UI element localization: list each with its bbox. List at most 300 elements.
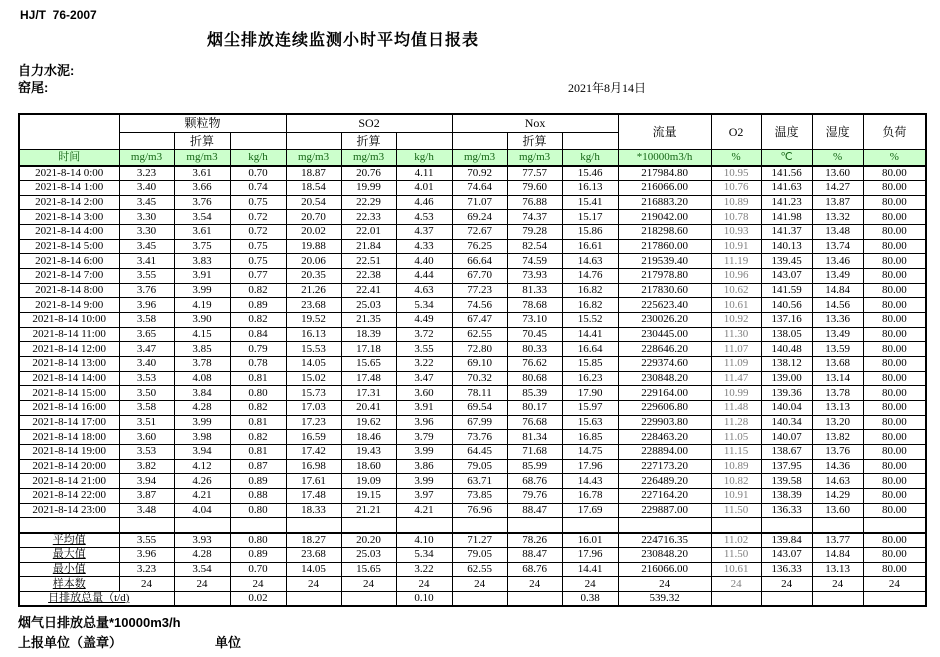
table-row (19, 298, 926, 313)
value-cell: 3.61 (174, 225, 230, 240)
value-cell: 18.54 (286, 181, 341, 196)
value-cell: 80.00 (863, 371, 926, 386)
unit-cell: mg/m3 (119, 149, 174, 166)
value-cell: 4.33 (396, 239, 452, 254)
flue-gas-total-label: 烟气日排放总量*10000m3/h (18, 615, 181, 630)
value-cell: 74.64 (452, 181, 507, 196)
sub-header-conversion: 折算 (507, 132, 562, 149)
value-cell: 22.41 (341, 283, 396, 298)
value-cell: 228463.20 (618, 430, 711, 445)
value-cell: 76.96 (452, 503, 507, 518)
value-cell: 81.33 (507, 283, 562, 298)
empty-cell (396, 518, 452, 533)
empty-cell (230, 518, 286, 533)
value-cell: 80.00 (863, 357, 926, 372)
value-cell: 16.85 (562, 430, 618, 445)
summary-value-cell: 24 (711, 577, 761, 592)
value-cell: 137.16 (761, 313, 812, 328)
value-cell: 17.48 (286, 488, 341, 503)
value-cell: 15.02 (286, 371, 341, 386)
value-cell: 80.33 (507, 342, 562, 357)
value-cell: 80.00 (863, 488, 926, 503)
sub-header (562, 132, 618, 149)
value-cell: 15.97 (562, 401, 618, 416)
value-cell: 67.99 (452, 415, 507, 430)
value-cell: 17.18 (341, 342, 396, 357)
data-rows (19, 166, 926, 606)
value-cell: 13.76 (812, 444, 863, 459)
value-cell: 21.26 (286, 283, 341, 298)
value-cell: 88.47 (507, 503, 562, 518)
value-cell: 0.74 (230, 181, 286, 196)
value-cell: 21.84 (341, 239, 396, 254)
value-cell: 0.72 (230, 210, 286, 225)
empty-cell (119, 518, 174, 533)
value-cell: 20.70 (286, 210, 341, 225)
summary-value-cell: 4.28 (174, 547, 230, 562)
value-cell: 139.45 (761, 254, 812, 269)
value-cell: 13.74 (812, 239, 863, 254)
value-cell: 10.82 (711, 474, 761, 489)
value-cell: 0.89 (230, 298, 286, 313)
value-cell: 19.62 (341, 415, 396, 430)
time-cell: 2021-8-14 6:00 (19, 254, 119, 269)
value-cell: 138.67 (761, 444, 812, 459)
time-cell: 2021-8-14 22:00 (19, 488, 119, 503)
empty-cell (711, 518, 761, 533)
value-cell: 3.60 (396, 386, 452, 401)
value-cell: 19.15 (341, 488, 396, 503)
value-cell: 13.32 (812, 210, 863, 225)
value-cell: 16.59 (286, 430, 341, 445)
unit-cell: % (812, 149, 863, 166)
value-cell: 78.68 (507, 298, 562, 313)
value-cell: 3.48 (119, 503, 174, 518)
value-cell: 227164.20 (618, 488, 711, 503)
value-cell: 3.55 (396, 342, 452, 357)
summary-value-cell: 24 (761, 577, 812, 592)
value-cell: 18.39 (341, 327, 396, 342)
value-cell: 0.80 (230, 503, 286, 518)
value-cell: 19.43 (341, 444, 396, 459)
value-cell: 138.05 (761, 327, 812, 342)
value-cell: 0.75 (230, 195, 286, 210)
value-cell: 141.56 (761, 166, 812, 181)
value-cell: 16.78 (562, 488, 618, 503)
value-cell: 219042.00 (618, 210, 711, 225)
summary-value-cell: 216066.00 (618, 562, 711, 577)
value-cell: 17.42 (286, 444, 341, 459)
value-cell: 14.84 (812, 283, 863, 298)
value-cell: 85.99 (507, 459, 562, 474)
value-cell: 76.68 (507, 415, 562, 430)
value-cell: 0.81 (230, 444, 286, 459)
summary-value-cell: 0.80 (230, 533, 286, 548)
table-row (19, 166, 926, 181)
value-cell: 0.81 (230, 371, 286, 386)
time-cell: 2021-8-14 12:00 (19, 342, 119, 357)
value-cell: 17.23 (286, 415, 341, 430)
value-cell: 13.20 (812, 415, 863, 430)
summary-value-cell: 15.65 (341, 562, 396, 577)
value-cell: 20.76 (341, 166, 396, 181)
value-cell: 3.23 (119, 166, 174, 181)
value-cell: 22.38 (341, 269, 396, 284)
value-cell: 10.61 (711, 298, 761, 313)
time-cell: 2021-8-14 4:00 (19, 225, 119, 240)
value-cell: 73.93 (507, 269, 562, 284)
value-cell: 0.70 (230, 166, 286, 181)
value-cell: 80.00 (863, 459, 926, 474)
value-cell: 20.06 (286, 254, 341, 269)
value-cell: 17.96 (562, 459, 618, 474)
value-cell: 73.10 (507, 313, 562, 328)
value-cell: 217860.00 (618, 239, 711, 254)
value-cell: 17.69 (562, 503, 618, 518)
daily-total-cell: 0.10 (396, 592, 452, 607)
location-label: 窑尾: (18, 80, 49, 95)
value-cell: 3.84 (174, 386, 230, 401)
value-cell: 15.73 (286, 386, 341, 401)
value-cell: 0.82 (230, 283, 286, 298)
summary-value-cell: 80.00 (863, 533, 926, 548)
daily-total-cell (452, 592, 507, 607)
time-cell: 2021-8-14 3:00 (19, 210, 119, 225)
summary-label: 最大值 (19, 547, 119, 562)
value-cell: 0.78 (230, 357, 286, 372)
value-cell: 15.46 (562, 166, 618, 181)
table-row (19, 401, 926, 416)
value-cell: 11.28 (711, 415, 761, 430)
value-cell: 14.29 (812, 488, 863, 503)
daily-total-cell (174, 592, 230, 607)
unit-cell: mg/m3 (286, 149, 341, 166)
value-cell: 69.54 (452, 401, 507, 416)
value-cell: 10.78 (711, 210, 761, 225)
value-cell: 138.12 (761, 357, 812, 372)
value-cell: 3.55 (119, 269, 174, 284)
value-cell: 22.01 (341, 225, 396, 240)
value-cell: 79.28 (507, 225, 562, 240)
daily-total-label: 日排放总量（t/d) (19, 592, 174, 607)
value-cell: 16.13 (286, 327, 341, 342)
value-cell: 4.08 (174, 371, 230, 386)
value-cell: 219539.40 (618, 254, 711, 269)
summary-value-cell: 24 (507, 577, 562, 592)
unit-cell: mg/m3 (174, 149, 230, 166)
value-cell: 216883.20 (618, 195, 711, 210)
table-row (19, 503, 926, 518)
summary-value-cell: 23.68 (286, 547, 341, 562)
summary-value-cell: 3.23 (119, 562, 174, 577)
table-row (19, 488, 926, 503)
value-cell: 16.64 (562, 342, 618, 357)
value-cell: 16.82 (562, 298, 618, 313)
summary-value-cell: 17.96 (562, 547, 618, 562)
time-cell: 2021-8-14 21:00 (19, 474, 119, 489)
table-row (19, 459, 926, 474)
value-cell: 17.03 (286, 401, 341, 416)
value-cell: 85.39 (507, 386, 562, 401)
summary-value-cell: 24 (286, 577, 341, 592)
value-cell: 3.85 (174, 342, 230, 357)
value-cell: 63.71 (452, 474, 507, 489)
value-cell: 16.61 (562, 239, 618, 254)
summary-value-cell: 5.34 (396, 547, 452, 562)
empty-cell (507, 518, 562, 533)
value-cell: 217984.80 (618, 166, 711, 181)
value-cell: 80.00 (863, 444, 926, 459)
value-cell: 141.23 (761, 195, 812, 210)
summary-value-cell: 3.93 (174, 533, 230, 548)
value-cell: 13.46 (812, 254, 863, 269)
value-cell: 10.91 (711, 239, 761, 254)
daily-total-cell (863, 592, 926, 607)
empty-cell (341, 518, 396, 533)
sub-header-conversion: 折算 (174, 132, 230, 149)
value-cell: 4.21 (396, 503, 452, 518)
time-cell: 2021-8-14 16:00 (19, 401, 119, 416)
value-cell: 3.40 (119, 181, 174, 196)
empty-cell (452, 518, 507, 533)
daily-total-cell (812, 592, 863, 607)
value-cell: 229164.00 (618, 386, 711, 401)
value-cell: 80.00 (863, 298, 926, 313)
time-header: 时间 (19, 149, 119, 166)
value-cell: 3.22 (396, 357, 452, 372)
company-label: 自力水泥: (18, 63, 75, 78)
value-cell: 76.25 (452, 239, 507, 254)
value-cell: 141.98 (761, 210, 812, 225)
table-row (19, 357, 926, 372)
value-cell: 64.45 (452, 444, 507, 459)
value-cell: 3.53 (119, 371, 174, 386)
value-cell: 14.75 (562, 444, 618, 459)
value-cell: 16.23 (562, 371, 618, 386)
summary-value-cell: 24 (119, 577, 174, 592)
table-row (19, 210, 926, 225)
value-cell: 4.28 (174, 401, 230, 416)
value-cell: 136.33 (761, 503, 812, 518)
value-cell: 3.94 (174, 444, 230, 459)
empty-cell (863, 518, 926, 533)
summary-value-cell: 224716.35 (618, 533, 711, 548)
value-cell: 10.91 (711, 488, 761, 503)
summary-value-cell: 25.03 (341, 547, 396, 562)
summary-value-cell: 11.02 (711, 533, 761, 548)
value-cell: 4.26 (174, 474, 230, 489)
value-cell: 13.59 (812, 342, 863, 357)
value-cell: 15.53 (286, 342, 341, 357)
value-cell: 80.00 (863, 313, 926, 328)
summary-value-cell: 80.00 (863, 547, 926, 562)
value-cell: 4.49 (396, 313, 452, 328)
summary-value-cell: 3.96 (119, 547, 174, 562)
value-cell: 16.98 (286, 459, 341, 474)
value-cell: 3.53 (119, 444, 174, 459)
value-cell: 80.00 (863, 225, 926, 240)
value-cell: 229903.80 (618, 415, 711, 430)
value-cell: 14.43 (562, 474, 618, 489)
value-cell: 0.80 (230, 386, 286, 401)
time-header-spacer (19, 114, 119, 149)
value-cell: 3.96 (396, 415, 452, 430)
value-cell: 13.36 (812, 313, 863, 328)
table-row (19, 474, 926, 489)
value-cell: 3.30 (119, 210, 174, 225)
value-cell: 3.79 (396, 430, 452, 445)
time-cell: 2021-8-14 10:00 (19, 313, 119, 328)
value-cell: 4.19 (174, 298, 230, 313)
time-cell: 2021-8-14 2:00 (19, 195, 119, 210)
summary-row (19, 562, 926, 577)
value-cell: 14.36 (812, 459, 863, 474)
value-cell: 4.46 (396, 195, 452, 210)
unit-cell: ℃ (761, 149, 812, 166)
value-cell: 3.99 (174, 283, 230, 298)
summary-value-cell: 13.77 (812, 533, 863, 548)
value-cell: 11.07 (711, 342, 761, 357)
value-cell: 14.41 (562, 327, 618, 342)
value-cell: 4.44 (396, 269, 452, 284)
value-cell: 73.85 (452, 488, 507, 503)
time-cell: 2021-8-14 19:00 (19, 444, 119, 459)
value-cell: 4.11 (396, 166, 452, 181)
value-cell: 3.91 (396, 401, 452, 416)
daily-total-cell (286, 592, 341, 607)
value-cell: 19.09 (341, 474, 396, 489)
value-cell: 3.61 (174, 166, 230, 181)
unit-cell: mg/m3 (452, 149, 507, 166)
value-cell: 13.48 (812, 225, 863, 240)
table-row (19, 342, 926, 357)
value-cell: 3.47 (396, 371, 452, 386)
daily-total-cell (507, 592, 562, 607)
value-cell: 11.50 (711, 503, 761, 518)
value-cell: 22.51 (341, 254, 396, 269)
value-cell: 79.76 (507, 488, 562, 503)
value-cell: 10.89 (711, 195, 761, 210)
summary-value-cell: 11.50 (711, 547, 761, 562)
value-cell: 229606.80 (618, 401, 711, 416)
summary-value-cell: 16.01 (562, 533, 618, 548)
value-cell: 3.54 (174, 210, 230, 225)
value-cell: 13.87 (812, 195, 863, 210)
value-cell: 19.88 (286, 239, 341, 254)
value-cell: 3.99 (396, 474, 452, 489)
value-cell: 3.60 (119, 430, 174, 445)
value-cell: 15.65 (341, 357, 396, 372)
value-cell: 10.99 (711, 386, 761, 401)
table-row (19, 327, 926, 342)
empty-cell (761, 518, 812, 533)
value-cell: 71.68 (507, 444, 562, 459)
value-cell: 22.29 (341, 195, 396, 210)
value-cell: 80.00 (863, 401, 926, 416)
time-cell: 2021-8-14 17:00 (19, 415, 119, 430)
value-cell: 80.00 (863, 474, 926, 489)
value-cell: 13.78 (812, 386, 863, 401)
value-cell: 3.65 (119, 327, 174, 342)
value-cell: 11.30 (711, 327, 761, 342)
summary-value-cell: 78.26 (507, 533, 562, 548)
sub-header (452, 132, 507, 149)
value-cell: 17.61 (286, 474, 341, 489)
group-so2: SO2 (286, 114, 452, 132)
value-cell: 10.62 (711, 283, 761, 298)
unit-cell: kg/h (230, 149, 286, 166)
value-cell: 4.15 (174, 327, 230, 342)
value-cell: 11.15 (711, 444, 761, 459)
value-cell: 140.34 (761, 415, 812, 430)
value-cell: 13.82 (812, 430, 863, 445)
value-cell: 4.12 (174, 459, 230, 474)
summary-label: 最小值 (19, 562, 119, 577)
value-cell: 4.53 (396, 210, 452, 225)
value-cell: 139.58 (761, 474, 812, 489)
value-cell: 217830.60 (618, 283, 711, 298)
unit-cell: kg/h (562, 149, 618, 166)
summary-value-cell: 24 (812, 577, 863, 592)
value-cell: 230848.20 (618, 371, 711, 386)
value-cell: 68.76 (507, 474, 562, 489)
summary-value-cell: 14.05 (286, 562, 341, 577)
value-cell: 72.80 (452, 342, 507, 357)
value-cell: 3.45 (119, 195, 174, 210)
value-cell: 25.03 (341, 298, 396, 313)
value-cell: 3.30 (119, 225, 174, 240)
value-cell: 11.19 (711, 254, 761, 269)
value-cell: 15.86 (562, 225, 618, 240)
value-cell: 14.27 (812, 181, 863, 196)
summary-value-cell: 139.84 (761, 533, 812, 548)
value-cell: 18.46 (341, 430, 396, 445)
value-cell: 19.52 (286, 313, 341, 328)
time-cell: 2021-8-14 13:00 (19, 357, 119, 372)
value-cell: 16.13 (562, 181, 618, 196)
value-cell: 3.86 (396, 459, 452, 474)
value-cell: 80.00 (863, 415, 926, 430)
time-cell: 2021-8-14 5:00 (19, 239, 119, 254)
table-row (19, 195, 926, 210)
value-cell: 0.79 (230, 342, 286, 357)
value-cell: 16.82 (562, 283, 618, 298)
value-cell: 18.60 (341, 459, 396, 474)
value-cell: 137.95 (761, 459, 812, 474)
value-cell: 228894.00 (618, 444, 711, 459)
time-cell: 2021-8-14 18:00 (19, 430, 119, 445)
value-cell: 3.90 (174, 313, 230, 328)
summary-row (19, 577, 926, 592)
page-title: 烟尘排放连续监测小时平均值日报表 (207, 32, 480, 49)
table-row (19, 269, 926, 284)
summary-value-cell: 24 (562, 577, 618, 592)
value-cell: 3.51 (119, 415, 174, 430)
empty-cell (562, 518, 618, 533)
value-cell: 79.05 (452, 459, 507, 474)
value-cell: 11.05 (711, 430, 761, 445)
value-cell: 23.68 (286, 298, 341, 313)
value-cell: 216066.00 (618, 181, 711, 196)
value-cell: 230026.20 (618, 313, 711, 328)
value-cell: 0.84 (230, 327, 286, 342)
value-cell: 21.35 (341, 313, 396, 328)
value-cell: 13.60 (812, 166, 863, 181)
value-cell: 80.00 (863, 430, 926, 445)
value-cell: 3.40 (119, 357, 174, 372)
time-cell: 2021-8-14 8:00 (19, 283, 119, 298)
value-cell: 3.75 (174, 239, 230, 254)
